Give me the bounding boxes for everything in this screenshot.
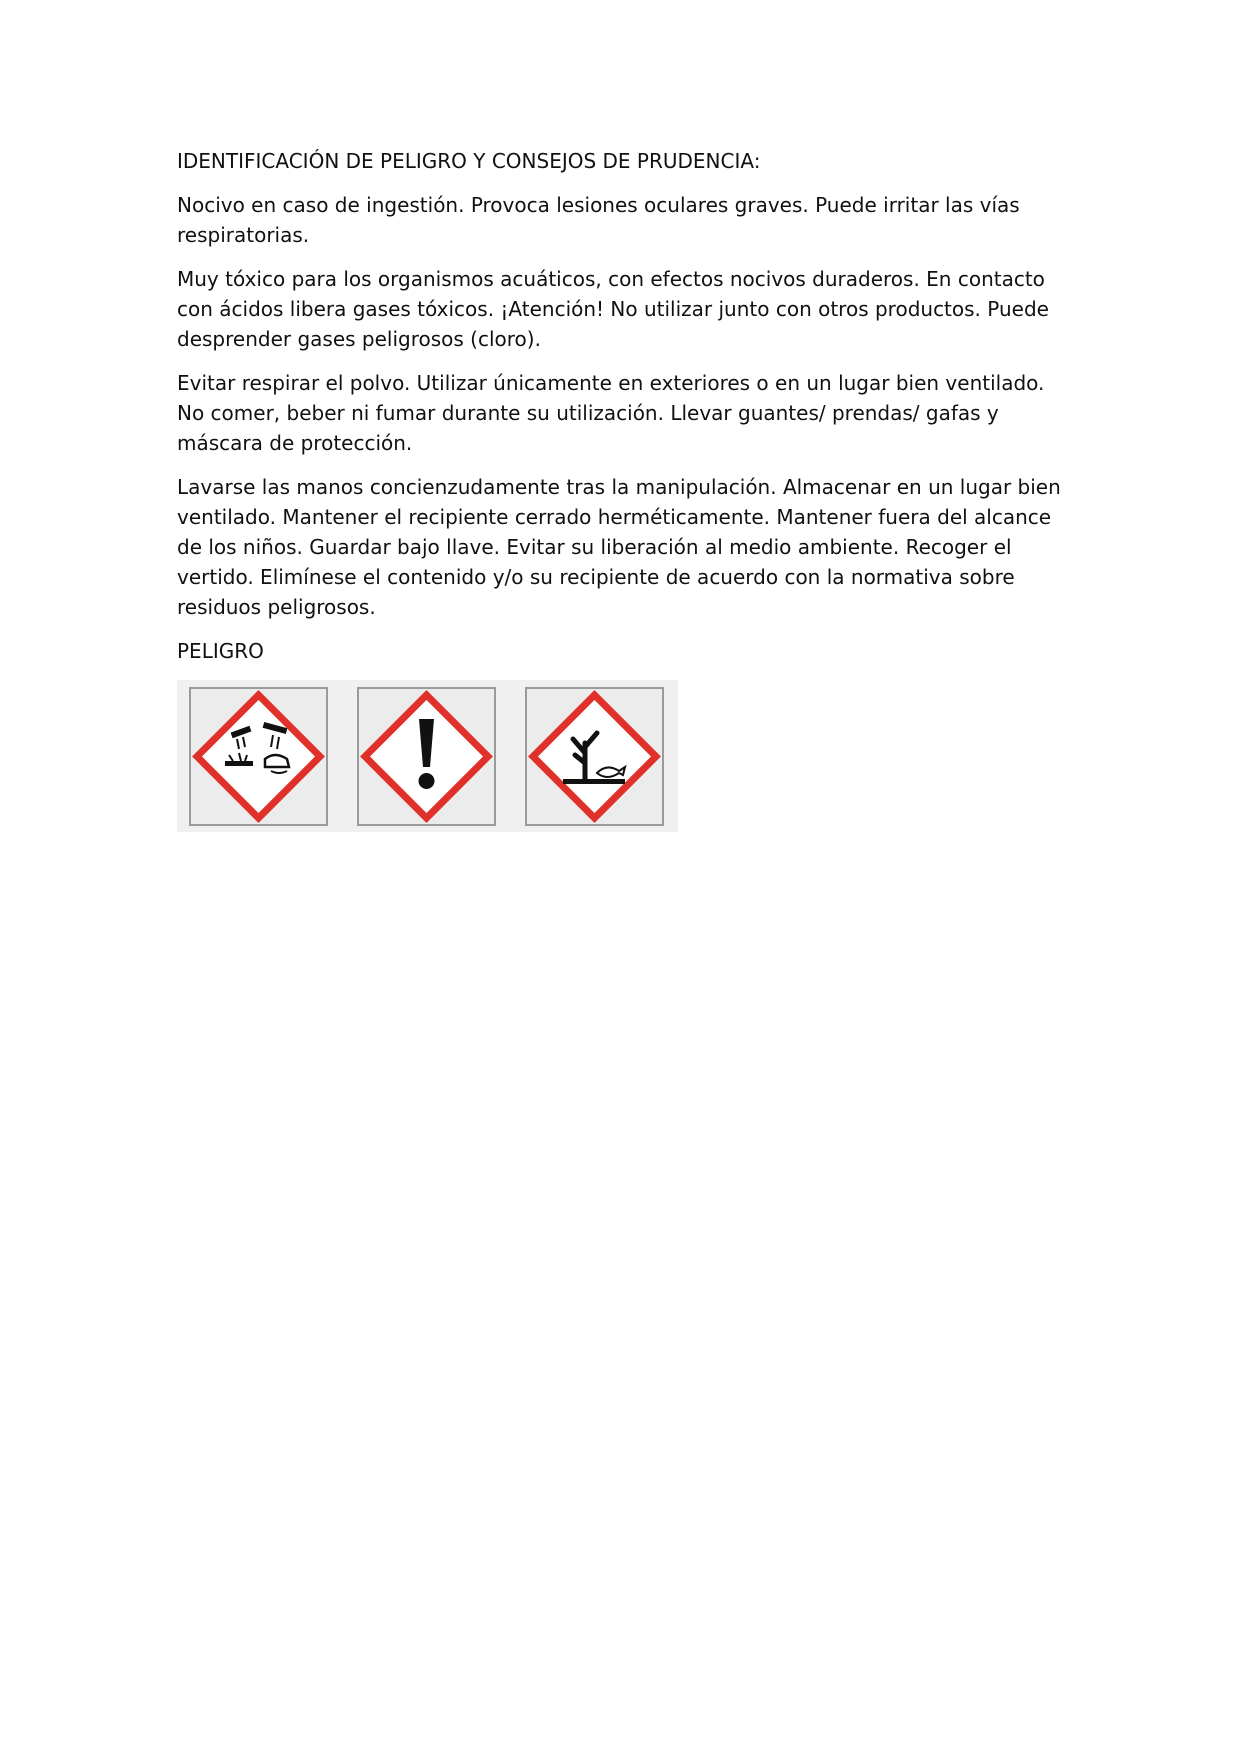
exclamation-pictogram-icon bbox=[357, 687, 496, 826]
signal-word: PELIGRO bbox=[177, 639, 264, 663]
hazard-paragraph-1: Nocivo en caso de ingestión. Provoca lesiones oculares graves. Puede irritar las vías respiratorias. bbox=[177, 193, 1020, 247]
hazard-paragraph-2: Muy tóxico para los organismos acuáticos, con efectos nocivos duraderos. En contacto con ácidos libera gases tóxicos. ¡Atención! No utilizar junto con otros productos. Puede desprender gases peligrosos (cloro). bbox=[177, 267, 1049, 351]
precaution-paragraph-1: Evitar respirar el polvo. Utilizar únicamente en exteriores o en un lugar bien ventilado. No comer, beber ni fumar durante su utilización. Llevar guantes/ prendas/ gafas y máscara de protección. bbox=[177, 371, 1045, 455]
precaution-paragraph-2: Lavarse las manos concienzudamente tras la manipulación. Almacenar en un lugar bien ventilado. Mantener el recipiente cerrado herméticamente. Mantener fuera del alcance de los niños. Guardar bajo llave. Evitar su liberación al medio ambiente. Recoger el vertido. Elimínese el contenido y/o su recipiente de acuerdo con la normativa sobre residuos peligrosos. bbox=[177, 475, 1061, 619]
environment-pictogram-icon bbox=[525, 687, 664, 826]
pictogram-strip bbox=[177, 680, 678, 832]
hazard-heading: IDENTIFICACIÓN DE PELIGRO Y CONSEJOS DE PRUDENCIA: bbox=[177, 149, 761, 173]
corrosion-pictogram-icon bbox=[189, 687, 328, 826]
document-page bbox=[177, 146, 1072, 832]
